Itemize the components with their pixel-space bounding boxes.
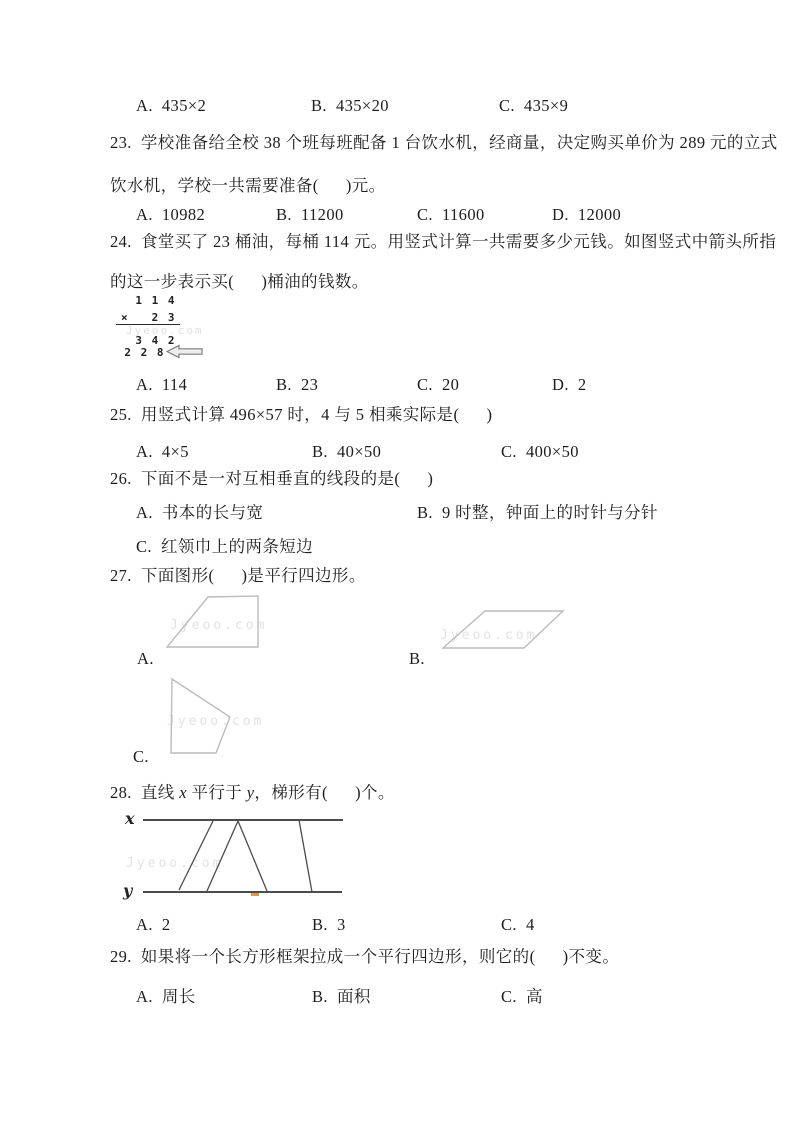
q24-option-d: D. 2 [552,375,587,394]
q22-option-b: B. 435×20 [311,96,389,115]
watermark-figure: Jyeoo.com [126,856,224,871]
q29-option-a: A. 周长 [136,987,196,1006]
q23-option-c: C. 11600 [417,205,485,224]
calc-partial-1: 3 4 2 [135,334,176,347]
q24-option-a: A. 114 [136,375,188,394]
q26-line-1: 26. 下面不是一对互相垂直的线段的是( ) [110,469,434,488]
q23-option-a: A. 10982 [136,205,206,224]
q27-label-a: A. [137,649,154,668]
q23-line-1: 23. 学校准备给全校 38 个班每班配备 1 台饮水机，经商量，决定购买单价为 289 元的立式 [110,133,778,152]
shape-a-trapezoid [160,590,268,652]
watermark-shape-b: Jyeoo.com [440,628,538,643]
figure-line-y-label: y [123,881,133,900]
watermark-calc: Jyeoo.com [126,324,204,337]
q29-option-b: B. 面积 [312,987,371,1006]
q29-option-c: C. 高 [501,987,543,1006]
shape-b-parallelogram [435,605,570,653]
q27-label-b: B. [409,649,425,668]
q28-option-a: A. 2 [136,915,171,934]
watermark-shape-a: Jyeoo.com [170,618,268,633]
q28-option-c: C. 4 [501,915,535,934]
q22-option-c: C. 435×9 [499,96,569,115]
q28-var-y: y [246,783,255,802]
q22-option-a: A. 435×2 [136,96,207,115]
q27-label-c: C. [133,747,149,766]
q27-line-1: 27. 下面图形( )是平行四边形。 [110,566,366,585]
orange-mark [251,893,259,896]
q23-option-b: B. 11200 [276,205,344,224]
q28-text-part1: 28. 直线 [110,783,180,802]
q28-option-b: B. 3 [312,915,346,934]
multiply-sign: × [121,311,130,324]
q26-option-b: B. 9 时整，钟面上的时针与分针 [417,503,658,522]
calc-partial-2: 2 2 8 [124,346,165,359]
calc-multiplier: 2 3 [151,311,176,324]
q25-line-1: 25. 用竖式计算 496×57 时，4 与 5 相乘实际是( ) [110,405,493,424]
q24-line-1: 24. 食堂买了 23 桶油，每桶 114 元。用竖式计算一共需要多少元钱。如图竖式中箭头所指 [110,232,777,251]
q29-line-1: 29. 如果将一个长方形框架拉成一个平行四边形，则它的( )不变。 [110,947,620,966]
q25-option-c: C. 400×50 [501,442,579,461]
figure-line-x-label: x [125,809,135,828]
q25-option-b: B. 40×50 [312,442,382,461]
q28-line-1 [110,782,395,804]
q24-option-b: B. 23 [276,375,319,394]
q28-text-part2: 平行于 [186,783,247,802]
calc-rule-line [116,324,180,325]
q25-option-a: A. 4×5 [136,442,189,461]
q24-option-c: C. 20 [417,375,460,394]
watermark-shape-c: Jyeoo.com [167,714,265,729]
q24-line-2: 的这一步表示买( )桶油的钱数。 [110,272,369,291]
parallel-lines-figure [115,805,355,905]
q23-option-d: D. 12000 [552,205,622,224]
q28-var-x: x [179,783,187,802]
q26-option-a: A. 书本的长与宽 [136,503,264,522]
q28-text-part3: ，梯形有( )个。 [254,783,395,802]
q26-option-c: C. 红领巾上的两条短边 [136,537,314,556]
q23-line-2: 饮水机，学校一共需要准备( )元。 [110,176,386,195]
shape-c-quadrilateral [163,672,238,758]
left-arrow-icon [166,344,204,359]
calc-multiplicand: 1 1 4 [135,294,176,307]
